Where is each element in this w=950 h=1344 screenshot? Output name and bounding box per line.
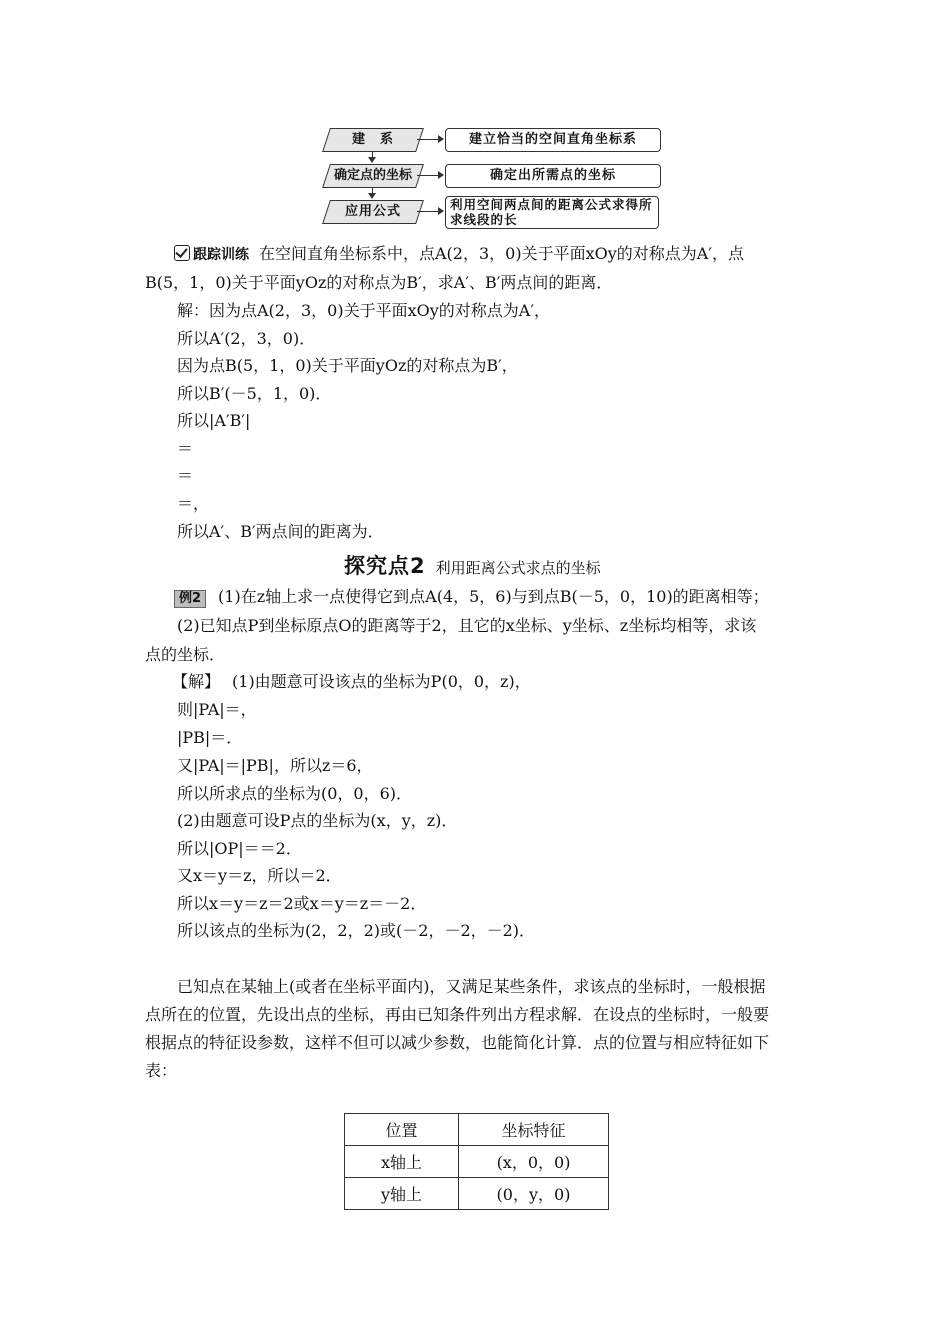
example-sol-2: 则|PA|＝，: [177, 700, 257, 719]
table-header-row: [345, 1114, 609, 1146]
table-header-position: 位置: [345, 1114, 459, 1146]
table-cell: (0，y，0): [459, 1178, 609, 1210]
exercise-sol-4: 所以B′(－5，1，0)．: [177, 384, 332, 403]
section-title: 探究点2: [344, 554, 426, 578]
flow-arrowhead-right-3: [438, 207, 444, 215]
exercise-sol-5: 所以|A′B′|: [177, 411, 251, 430]
flow-arrowhead-down-1: [368, 157, 376, 163]
flow-step-2-label: 确定点的坐标: [333, 168, 412, 183]
example-sol-text-1: (1)由题意可设该点的坐标为P(0，0，z)，: [232, 672, 531, 691]
flow-step-3-label: 应用公式: [344, 204, 401, 219]
check-icon: [174, 245, 190, 261]
section-subtitle: 利用距离公式求点的坐标: [435, 559, 601, 577]
example-sol-1: [172, 671, 531, 693]
example-sol-8: 又x＝y＝z，所以＝2．: [177, 866, 342, 885]
exercise-sol-8: ＝，: [177, 494, 210, 513]
flow-step-3: [322, 200, 424, 224]
example-sol-6: (2)由题意可设P点的坐标为(x，y，z)．: [177, 811, 458, 830]
example-sol-3: |PB|＝．: [177, 728, 243, 747]
example-line-1: [174, 586, 769, 608]
flow-arrowhead-right-2: [438, 171, 444, 179]
table-row: [345, 1146, 609, 1178]
feature-table: [344, 1113, 609, 1210]
example-sol-head: 【解】: [172, 672, 221, 691]
flow-step-2: [322, 164, 424, 188]
summary-line-1: 已知点在某轴上(或者在坐标平面内)，又满足某些条件，求该点的坐标时，一般根据: [177, 977, 766, 996]
example-q2a: (2)已知点P到坐标原点O的距离等于2，且它的x坐标、y坐标、z坐标均相等，求该: [177, 616, 757, 635]
flow-arrow-right-1: [417, 139, 439, 140]
example-q2b: 点的坐标．: [145, 645, 226, 664]
flow-desc-1-text: 建立恰当的空间直角坐标系: [468, 132, 637, 147]
flow-step-1: [322, 128, 424, 152]
table-cell: (x，0，0): [459, 1146, 609, 1178]
flow-desc-2: [445, 164, 661, 188]
exercise-sol-1: 解：因为点A(2，3，0)关于平面xOy的对称点为A′，: [177, 301, 550, 320]
example-q1: (1)在z轴上求一点使得它到点A(4，5，6)与到点B(－5，0，10)的距离相等；: [218, 587, 769, 606]
table-cell: x轴上: [345, 1146, 459, 1178]
exercise-line-1: [174, 243, 744, 266]
flow-arrowhead-right-1: [438, 135, 444, 143]
exercise-sol-7: ＝: [177, 466, 194, 485]
flow-arrow-right-3: [417, 211, 439, 212]
flow-step-1-label: 建 系: [351, 132, 394, 147]
table-header-feature: 坐标特征: [459, 1114, 609, 1146]
example-sol-9: 所以x＝y＝z＝2或x＝y＝z＝－2．: [177, 894, 427, 913]
exercise-sol-3: 因为点B(5，1，0)关于平面yOz的对称点为B′，: [177, 356, 518, 375]
table-cell: y轴上: [345, 1178, 459, 1210]
flow-desc-1: [445, 128, 661, 152]
exercise-sol-6: ＝: [177, 439, 194, 458]
exercise-sol-2: 所以A′(2，3，0)．: [177, 329, 316, 348]
flow-arrow-right-2: [417, 175, 439, 176]
exercise-badge-label: 跟踪训练: [193, 247, 249, 263]
table-row: [345, 1178, 609, 1210]
example-sol-10: 所以该点的坐标为(2，2，2)或(－2，－2，－2)．: [177, 921, 536, 940]
summary-line-4: 表：: [145, 1061, 178, 1080]
example-sol-5: 所以所求点的坐标为(0，0，6)．: [177, 784, 413, 803]
flow-arrowhead-down-2: [368, 193, 376, 199]
example-sol-7: 所以|OP|＝＝2．: [177, 839, 302, 858]
exercise-sol-9: 所以A′、B′两点间的距离为．: [177, 522, 384, 541]
example-sol-4: 又|PA|＝|PB|，所以z＝6，: [177, 756, 373, 775]
summary-line-3: 根据点的特征设参数，这样不但可以减少参数，也能简化计算．点的位置与相应特征如下: [145, 1033, 770, 1052]
summary-line-2: 点所在的位置，先设出点的坐标，再由已知条件列出方程求解．在设点的坐标时，一般要: [145, 1005, 770, 1024]
exercise-badge: [174, 243, 249, 266]
section-heading: [344, 550, 601, 580]
example-badge: 例2: [174, 590, 206, 608]
flow-desc-2-text: 确定出所需点的坐标: [489, 168, 616, 183]
exercise-text-1: 在空间直角坐标系中，点A(2，3，0)关于平面xOy的对称点为A′，点: [259, 244, 744, 263]
flow-desc-3: [445, 196, 659, 229]
flow-desc-3-text: 利用空间两点间的距离公式求得所求线段的长: [450, 197, 653, 227]
exercise-line-2: B(5，1，0)关于平面yOz的对称点为B′，求A′、B′两点间的距离．: [145, 273, 613, 292]
